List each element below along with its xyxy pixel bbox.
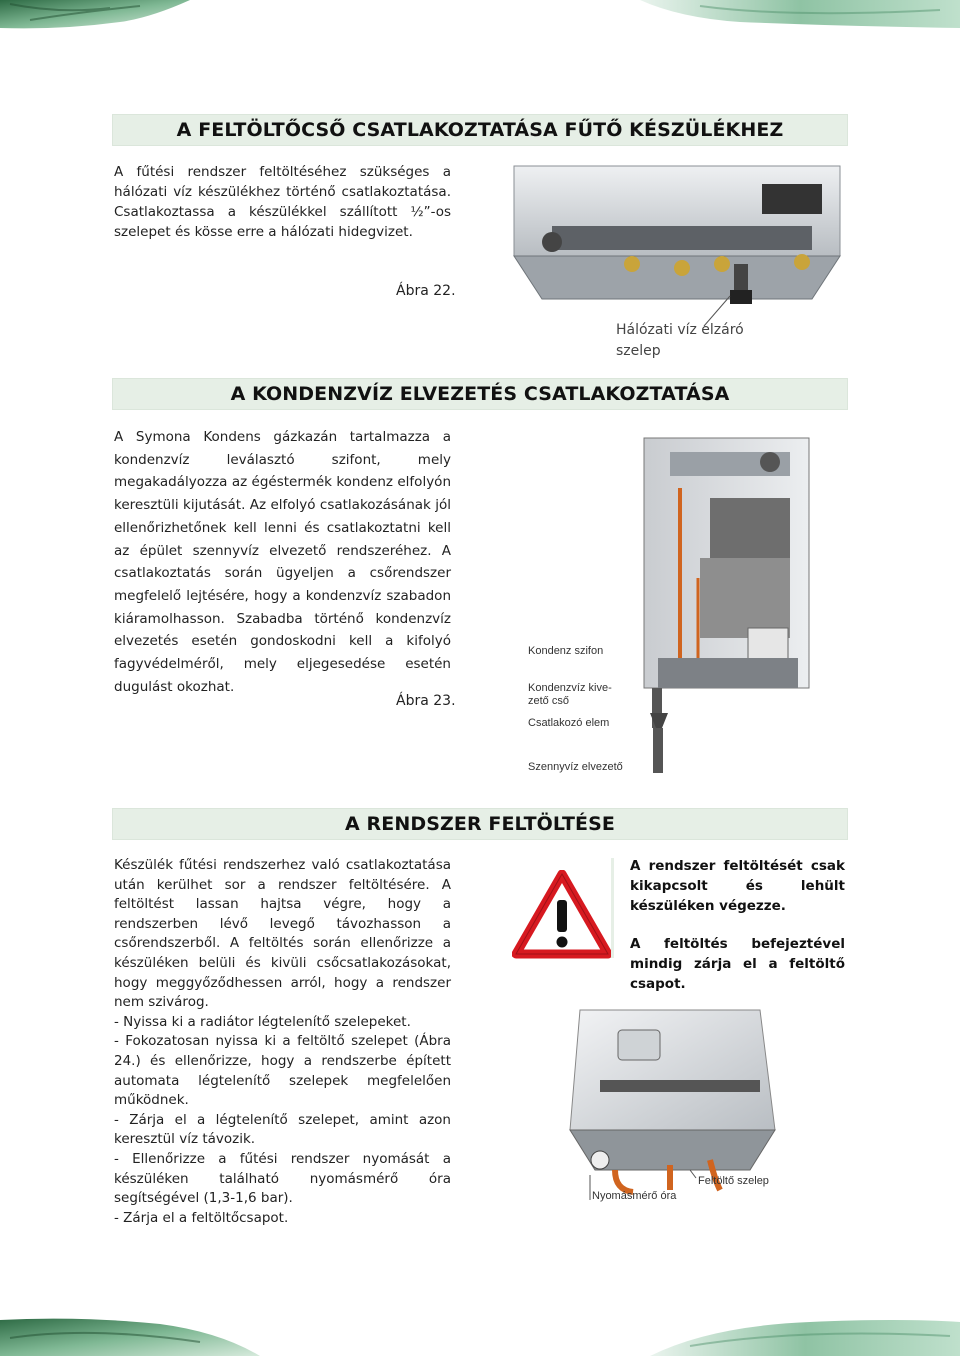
warning-divider bbox=[611, 858, 614, 958]
section-1-title: A FELTÖLTŐCSŐ CSATLAKOZTATÁSA FŰTŐ KÉSZÜLÉKHEZ bbox=[176, 119, 784, 141]
boiler-bottom-figure bbox=[512, 164, 842, 314]
section-2-text bbox=[114, 426, 451, 698]
condensing-boiler-figure bbox=[640, 428, 815, 778]
section-1-paragraph: A fűtési rendszer feltöltéséhez szükséges a hálózati víz készülékhez történő csatlakoztatása. Csatlakoztassa a készülékkel szállított ½”-os szelepet és kösse erre a hálózati hidegvizet. bbox=[114, 164, 451, 240]
shutoff-valve-label: Hálózati víz elzáró szelep bbox=[616, 322, 744, 359]
top-left-decoration bbox=[0, 0, 190, 30]
connector-label: Csatlakozó elem bbox=[528, 717, 610, 729]
section-3-paragraph-3: - Fokozatosan nyissa ki a feltöltő szelepet (Ábra 24.) és ellenőrizze, hogy a rendszerbe épített automata légtelenítő szelepek megfelelően működnek. bbox=[114, 1033, 451, 1109]
section-3-paragraph-4: - Zárja el a légtelenítő szelepet, amint azon keresztül víz távozik. bbox=[114, 1111, 451, 1148]
section-3-paragraph-1: Készülék fűtési rendszerhez való csatlakoztatása után kerülhet sor a rendszer feltöltésére. A feltöltést lassan hajtsa végre, hogy a rendszerben lévő levegő távozhasson a csőrendszerből. A feltöltés során ellenőrizze a készüléken belüli és kivüli csőcsatlakozásokat, hogy meggyőződhessen arról, hogy a rendszer nem szivárog. bbox=[114, 857, 451, 1011]
section-1-text bbox=[114, 162, 451, 242]
bottom-left-decoration bbox=[0, 1316, 260, 1356]
section-1-header bbox=[112, 114, 848, 146]
section-3-text bbox=[114, 856, 451, 1228]
sewage-drain-label: Szennyvíz elvezető bbox=[528, 761, 623, 773]
pressure-gauge-label: Nyomásmérő óra bbox=[592, 1190, 677, 1202]
section-2-title: A KONDENZVÍZ ELVEZETÉS CSATLAKOZTATÁSA bbox=[230, 383, 730, 405]
section-3-paragraph-5: - Ellenőrizze a fűtési rendszer nyomását a készüléken található nyomásmérő óra segítségével (1,3-1,6 bar). bbox=[114, 1150, 451, 1207]
warning-note-2 bbox=[630, 934, 845, 994]
drain-pipe-label-line-2: zető cső bbox=[528, 695, 569, 707]
section-2-paragraph: A Symona Kondens gázkazán tartalmazza a kondenzvíz leválasztó szifont, mely megakadályozza az égéstermék kondenz elfolyón keresztüli kijutását. Az elfolyó csatlakozásának jól ellenőrizhetőnek kell lenni és csatlakoztatni kell az épület szennyvíz elvezető rendszeréhez. A csatlakoztatás során ügyeljen a csőrendszer megfelelő lejtésére, hogy a kondenzvíz szabadon kiáramolhasson. Szabadba történő kondenzvíz elvezetés esetén gondoskodni kell a kifolyó fagyvédelméről, mely eljegesedése esetén dugulást okozhat. bbox=[114, 429, 451, 695]
warning-note-1-text: A rendszer feltöltését csak kikapcsolt és lehült készüléken végezze. bbox=[630, 858, 845, 914]
section-3-title: A RENDSZER FELTÖLTÉSE bbox=[345, 813, 615, 835]
figure-22-caption: Ábra 22. bbox=[396, 283, 456, 299]
fill-valve-label: Feltöltő szelep bbox=[698, 1175, 769, 1187]
section-3-paragraph-2: - Nyissa ki a radiátor légtelenítő szelepeket. bbox=[114, 1013, 411, 1030]
bottom-right-decoration bbox=[650, 1316, 960, 1356]
top-right-decoration bbox=[640, 0, 960, 30]
section-3-header bbox=[112, 808, 848, 840]
section-3-paragraph-6: - Zárja el a feltöltőcsapot. bbox=[114, 1209, 289, 1226]
warning-triangle-icon bbox=[512, 870, 612, 960]
figure-23-caption: Ábra 23. bbox=[396, 693, 456, 709]
section-2-header bbox=[112, 378, 848, 410]
drain-pipe-label-line-1: Kondenzvíz kive- bbox=[528, 682, 612, 694]
warning-note-2-text: A feltöltés befejeztével mindig zárja el a feltöltő csapot. bbox=[630, 936, 845, 992]
siphon-label: Kondenz szifon bbox=[528, 645, 604, 657]
warning-note-1 bbox=[630, 856, 845, 916]
